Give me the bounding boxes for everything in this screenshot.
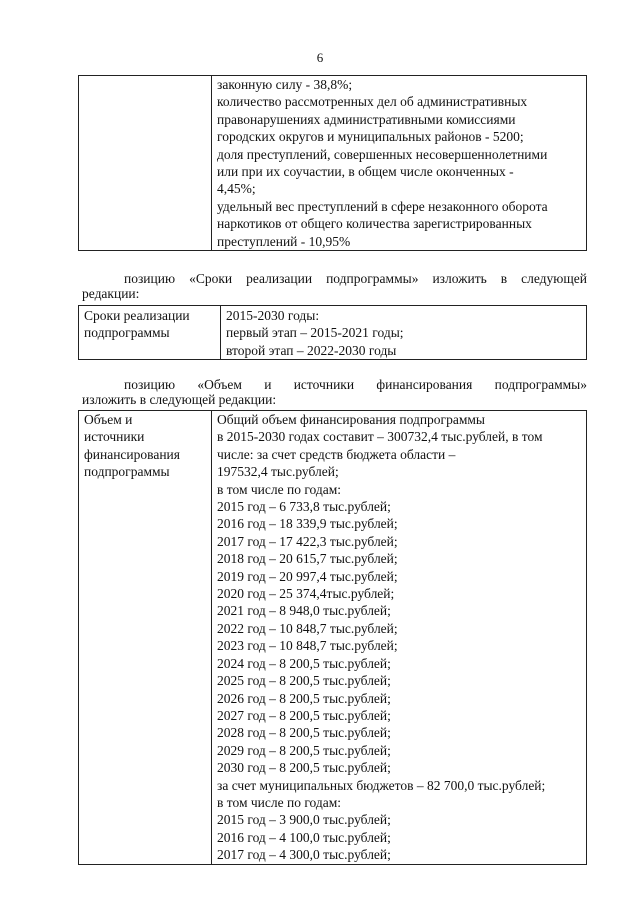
- table-row: [79, 411, 587, 865]
- paragraph1-line2: редакции:: [82, 286, 140, 301]
- text-line: законную силу - 38,8%;: [217, 77, 353, 92]
- text-line: 2026 год – 8 200,5 тыс.рублей;: [217, 690, 391, 706]
- text-line: Сроки реализации: [84, 308, 190, 323]
- table3-right-cell: [212, 411, 587, 865]
- text-line: 4,45%;: [217, 181, 256, 197]
- text-line: 2030 год – 8 200,5 тыс.рублей;: [217, 760, 391, 776]
- paragraph2-line1: позицию «Объем и источники финансирования подпрограммы»: [124, 377, 587, 392]
- text-line: 2015 год – 6 733,8 тыс.рублей;: [217, 499, 391, 515]
- table1-right-cell: [212, 76, 587, 251]
- text-line: 2015 год – 3 900,0 тыс.рублей;: [217, 812, 391, 828]
- paragraph-funding-instruction: [82, 377, 587, 407]
- table2-right-cell: [221, 306, 587, 360]
- paragraph2-line2: изложить в следующей редакции:: [82, 392, 277, 407]
- text-line: 2024 год – 8 200,5 тыс.рублей;: [217, 655, 391, 671]
- text-line: источники: [84, 429, 145, 445]
- text-line: Общий объем финансирования подпрограммы: [217, 412, 485, 427]
- text-line: наркотиков от общего количества зарегистрированных: [217, 216, 532, 232]
- text-line: преступлений - 10,95%: [217, 233, 351, 249]
- text-line: 2027 год – 8 200,5 тыс.рублей;: [217, 707, 391, 723]
- text-line: 2016 год – 18 339,9 тыс.рублей;: [217, 516, 398, 532]
- paragraph1-line1: позицию «Сроки реализации подпрограммы» изложить в следующей: [124, 271, 587, 286]
- text-line: 2021 год – 8 948,0 тыс.рублей;: [217, 603, 391, 619]
- text-line: 2020 год – 25 374,4тыс.рублей;: [217, 586, 395, 602]
- table-row: [79, 76, 587, 251]
- text-line: или при их соучастии, в общем числе оконченных -: [217, 164, 514, 180]
- table-funding-sources: [78, 410, 587, 865]
- text-line: количество рассмотренных дел об административных: [217, 94, 528, 110]
- text-line: 2018 год – 20 615,7 тыс.рублей;: [217, 551, 398, 567]
- text-line: 2025 год – 8 200,5 тыс.рублей;: [217, 673, 391, 689]
- text-line: 2022 год – 10 848,7 тыс.рублей;: [217, 620, 398, 636]
- paragraph-terms-instruction: [82, 271, 587, 301]
- text-line: 2015-2030 годы:: [226, 308, 320, 323]
- text-line: первый этап – 2015-2021 годы;: [226, 325, 404, 341]
- text-line: в том числе по годам:: [217, 794, 342, 810]
- text-line: второй этап – 2022-2030 годы: [226, 342, 397, 358]
- text-line: подпрограммы: [84, 464, 170, 480]
- text-line: в 2015-2030 годах составит – 300732,4 тыс.рублей, в том: [217, 429, 543, 445]
- text-line: правонарушениях административными комиссиями: [217, 111, 516, 127]
- text-line: 2017 год – 4 300,0 тыс.рублей;: [217, 847, 391, 863]
- text-line: 2017 год – 17 422,3 тыс.рублей;: [217, 533, 398, 549]
- text-line: 197532,4 тыс.рублей;: [217, 464, 339, 480]
- text-line: удельный вес преступлений в сфере незаконного оборота: [217, 198, 548, 214]
- table-implementation-terms: [78, 305, 587, 360]
- table-indicators-continuation: [78, 75, 587, 251]
- table1-left-cell: [79, 76, 212, 251]
- page-number: 6: [316, 50, 324, 65]
- table-row: [79, 306, 587, 360]
- text-line: числе: за счет средств бюджета области –: [217, 446, 456, 462]
- text-line: 2023 год – 10 848,7 тыс.рублей;: [217, 638, 398, 654]
- text-line: 2016 год – 4 100,0 тыс.рублей;: [217, 829, 391, 845]
- text-line: 2028 год – 8 200,5 тыс.рублей;: [217, 725, 391, 741]
- text-line: Объем и: [84, 412, 133, 427]
- table2-left-cell: [79, 306, 221, 360]
- table3-left-cell: [79, 411, 212, 865]
- text-line: 2019 год – 20 997,4 тыс.рублей;: [217, 568, 398, 584]
- text-line: финансирования: [84, 446, 180, 462]
- text-line: подпрограммы: [84, 325, 170, 341]
- text-line: доля преступлений, совершенных несовершеннолетними: [217, 146, 548, 162]
- text-line: городских округов и муниципальных районов - 5200;: [217, 129, 524, 145]
- text-line: 2029 год – 8 200,5 тыс.рублей;: [217, 742, 391, 758]
- text-line: в том числе по годам:: [217, 481, 342, 497]
- text-line: за счет муниципальных бюджетов – 82 700,0 тыс.рублей;: [217, 777, 546, 793]
